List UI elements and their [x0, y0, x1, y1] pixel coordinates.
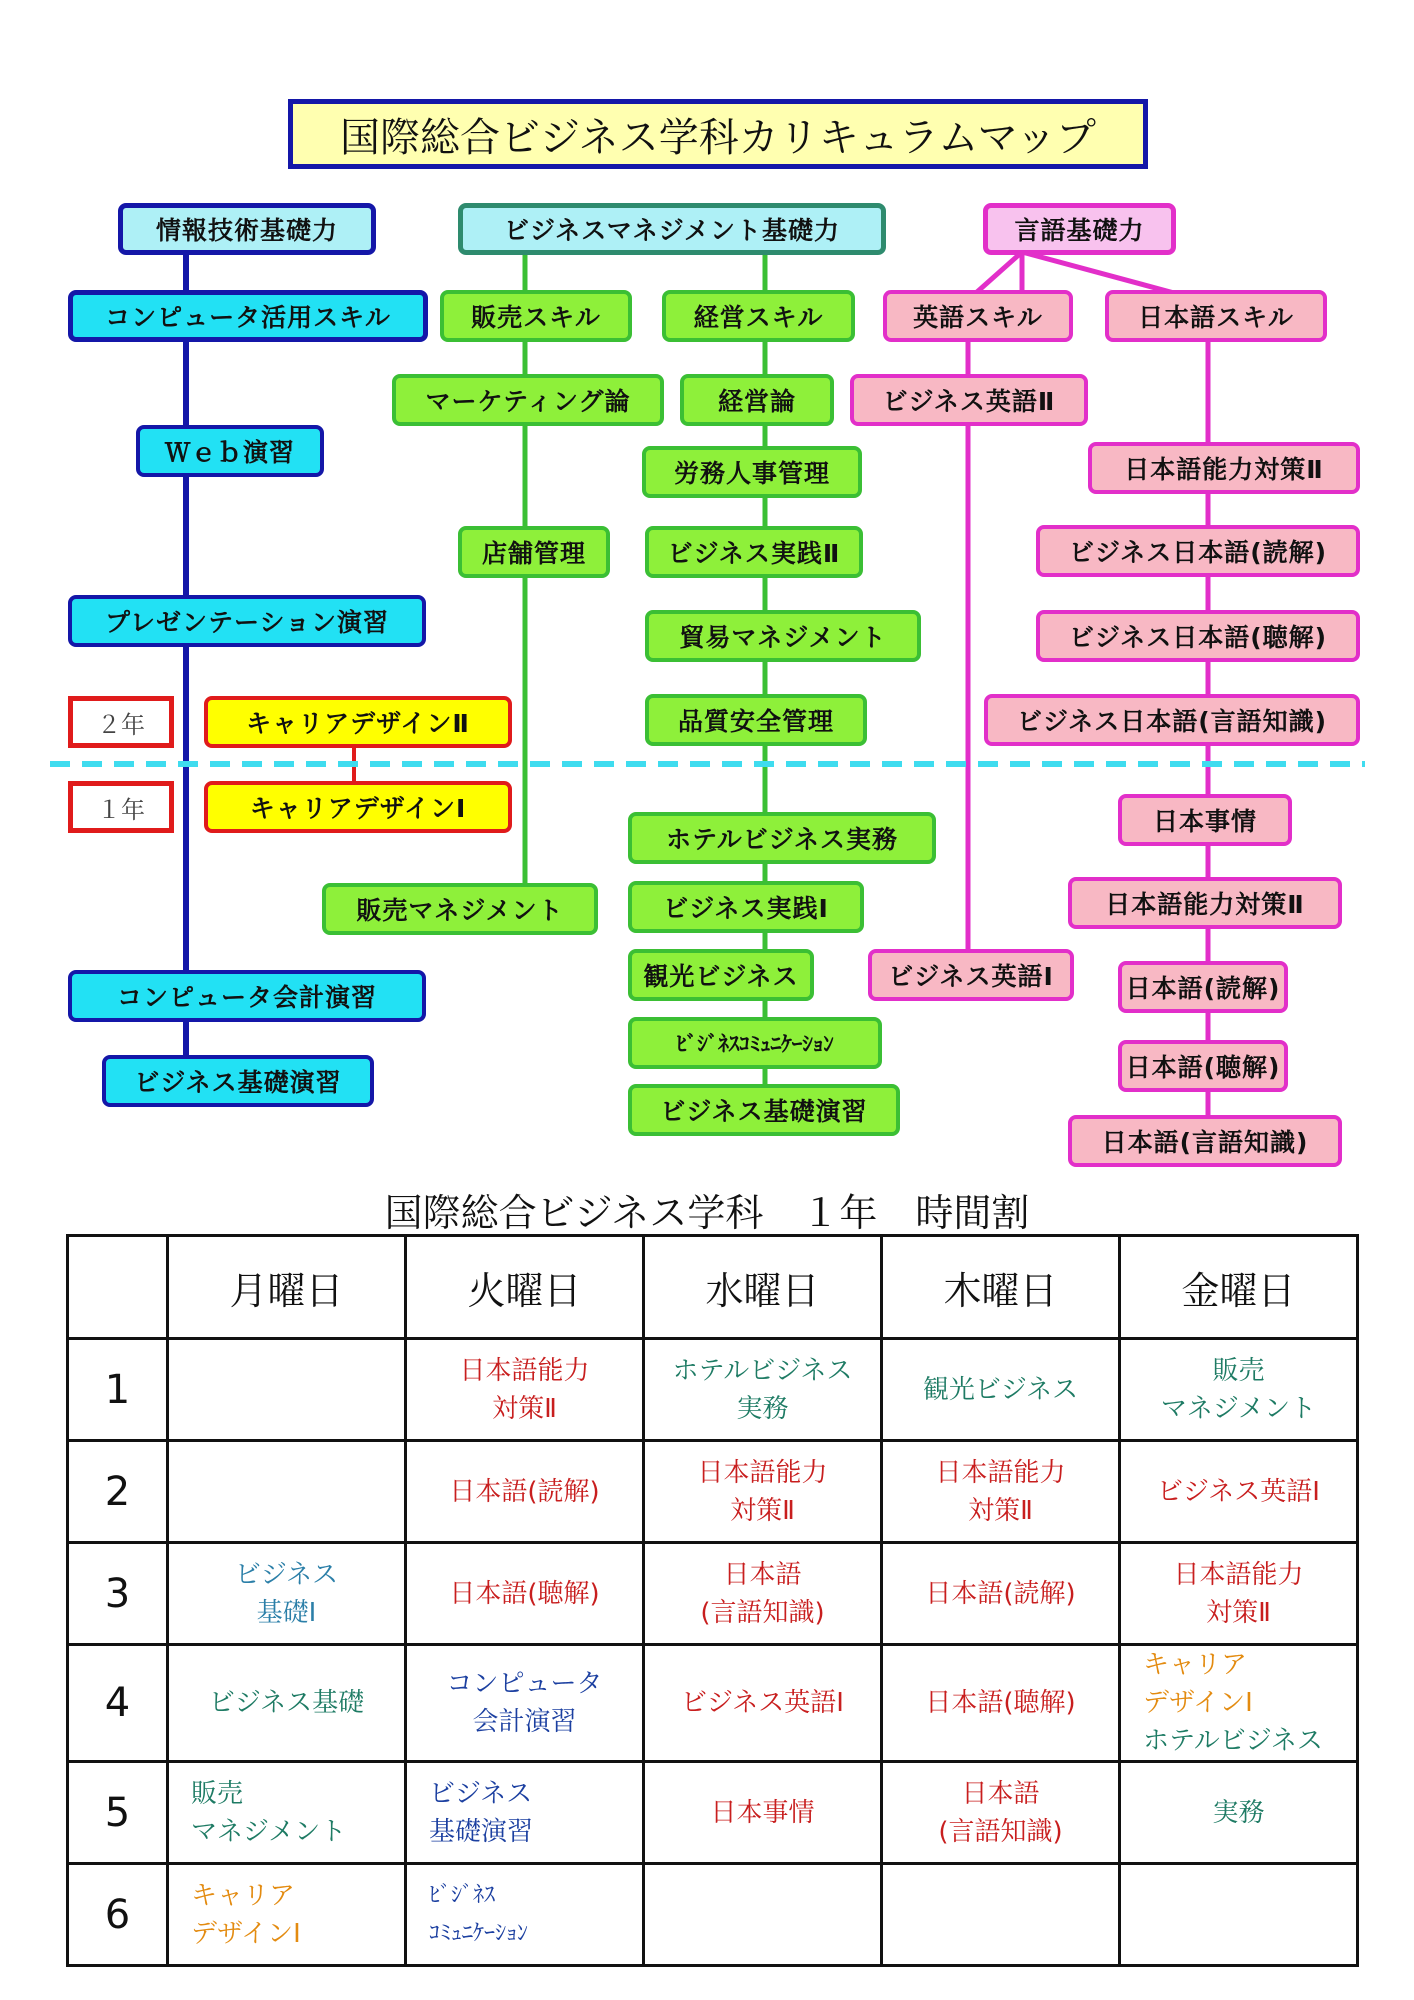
timetable-cell	[406, 1645, 644, 1762]
year-2-label: ２年	[68, 696, 174, 748]
period-number: 6	[68, 1864, 168, 1966]
course-entry: (言語知識)	[700, 1597, 825, 1628]
course-web: Ｗｅｂ演習	[136, 425, 324, 477]
course-career-design-2: キャリアデザインⅡ	[204, 696, 512, 748]
course-hotel-business: ホテルビジネス実務	[628, 812, 936, 864]
course-entry: 対策Ⅱ	[492, 1393, 557, 1424]
course-entry: 対策Ⅱ	[1206, 1597, 1271, 1628]
course-entry: 日本語	[961, 1778, 1040, 1809]
course-entry: ビジネス英語Ⅰ	[1157, 1476, 1320, 1507]
course-business-communication: ﾋﾞｼﾞﾈｽｺﾐｭﾆｹｰｼｮﾝ	[628, 1017, 882, 1069]
course-entry: 基礎演習	[429, 1816, 534, 1847]
header-it: 情報技術基礎力	[118, 203, 376, 255]
course-entry: 日本事情	[710, 1797, 815, 1828]
course-career-design-1: キャリアデザインⅠ	[204, 781, 512, 833]
timetable-row	[68, 1543, 1358, 1645]
course-business-english-2: ビジネス英語Ⅱ	[850, 374, 1088, 426]
course-sales-management: 販売マネジメント	[322, 883, 598, 935]
course-marketing: マーケティング論	[392, 374, 664, 426]
course-store-management: 店舗管理	[458, 526, 610, 578]
day-header: 月曜日	[168, 1236, 406, 1339]
course-entry: ﾋﾞｼﾞﾈｽ	[429, 1882, 496, 1908]
course-entry: 日本語	[723, 1559, 802, 1590]
course-jlpt-2-lower: 日本語能力対策Ⅱ	[1068, 877, 1342, 929]
course-entry: 日本語能力	[935, 1457, 1066, 1488]
course-entry: 日本語能力	[1173, 1559, 1304, 1590]
day-header: 水曜日	[644, 1236, 882, 1339]
course-computer-accounting: コンピュータ会計演習	[68, 970, 426, 1022]
timetable-cell	[644, 1339, 882, 1441]
timetable	[66, 1234, 1359, 1967]
course-entry: ビジネス	[234, 1559, 339, 1590]
course-entry: 日本語(読解)	[449, 1476, 600, 1507]
course-tourism-business: 観光ビジネス	[628, 949, 814, 1001]
course-management-theory: 経営論	[680, 374, 834, 426]
timetable-row	[68, 1762, 1358, 1864]
course-entry: 実務	[1212, 1797, 1265, 1828]
timetable-cell	[882, 1339, 1120, 1441]
course-biz-japanese-listening: ビジネス日本語(聴解)	[1036, 610, 1360, 662]
period-number: 4	[68, 1645, 168, 1762]
course-entry: 会計演習	[472, 1707, 577, 1737]
skill-sales: 販売スキル	[440, 290, 632, 342]
course-entry: 基礎Ⅰ	[256, 1597, 317, 1628]
course-japan-affairs: 日本事情	[1118, 794, 1292, 846]
timetable-row	[68, 1441, 1358, 1543]
course-entry: デザインⅠ	[191, 1918, 301, 1949]
corner-cell	[68, 1236, 168, 1339]
period-number: 1	[68, 1339, 168, 1441]
timetable-cell	[168, 1762, 406, 1864]
timetable-cell	[1120, 1441, 1358, 1543]
skill-japanese: 日本語スキル	[1105, 290, 1327, 342]
timetable-cell	[406, 1441, 644, 1543]
timetable-cell	[168, 1543, 406, 1645]
course-entry: 対策Ⅱ	[730, 1495, 795, 1526]
course-jlpt-2-upper: 日本語能力対策Ⅱ	[1088, 442, 1360, 494]
timetable-cell	[1120, 1762, 1358, 1864]
map-title: 国際総合ビジネス学科カリキュラムマップ	[288, 99, 1148, 169]
timetable-row	[68, 1645, 1358, 1762]
timetable-cell	[644, 1441, 882, 1543]
timetable-cell	[644, 1645, 882, 1762]
timetable-cell	[882, 1441, 1120, 1543]
skill-management: 経営スキル	[662, 290, 855, 342]
course-labor-hr: 労務人事管理	[642, 446, 862, 498]
course-entry: ホテルビジネス	[672, 1355, 853, 1386]
timetable-cell	[882, 1543, 1120, 1645]
day-header: 金曜日	[1120, 1236, 1358, 1339]
course-trade-management: 貿易マネジメント	[645, 610, 921, 662]
course-entry: 販売	[191, 1778, 244, 1809]
course-entry: デザインⅠ	[1143, 1688, 1253, 1718]
course-entry: キャリア	[191, 1880, 296, 1911]
course-entry: (言語知識)	[938, 1816, 1063, 1847]
timetable-cell	[644, 1864, 882, 1966]
timetable-cell	[406, 1864, 644, 1966]
timetable-cell	[1120, 1645, 1358, 1762]
timetable-cell	[168, 1645, 406, 1762]
timetable-cell	[1120, 1864, 1358, 1966]
course-business-practice-2: ビジネス実践Ⅱ	[645, 526, 863, 578]
timetable-cell	[882, 1645, 1120, 1762]
timetable-row	[68, 1339, 1358, 1441]
course-entry: 実務	[736, 1393, 789, 1424]
period-number: 2	[68, 1441, 168, 1543]
header-language: 言語基礎力	[983, 203, 1176, 255]
timetable-cell	[168, 1339, 406, 1441]
timetable-cell	[168, 1441, 406, 1543]
course-entry: ホテルビジネス	[1143, 1726, 1323, 1756]
timetable-cell	[882, 1762, 1120, 1864]
skill-computer: コンピュータ活用スキル	[68, 290, 428, 342]
timetable-header-row	[68, 1236, 1358, 1339]
course-entry: ビジネス基礎	[208, 1688, 365, 1718]
course-business-practice-1: ビジネス実践Ⅰ	[628, 881, 864, 933]
course-entry: マネジメント	[1160, 1393, 1317, 1424]
course-entry: 観光ビジネス	[922, 1374, 1079, 1405]
day-header: 火曜日	[406, 1236, 644, 1339]
course-quality-safety: 品質安全管理	[645, 694, 867, 746]
course-entry: 日本語(聴解)	[449, 1578, 600, 1609]
header-business: ビジネスマネジメント基礎力	[458, 203, 886, 255]
course-entry: 販売	[1212, 1355, 1265, 1386]
timetable-cell	[644, 1762, 882, 1864]
course-entry: 日本語能力	[697, 1457, 828, 1488]
course-business-basics-it: ビジネス基礎演習	[102, 1055, 374, 1107]
course-entry: 日本語能力	[459, 1355, 590, 1386]
course-business-english-1: ビジネス英語Ⅰ	[868, 949, 1074, 1001]
course-entry: 対策Ⅱ	[968, 1495, 1033, 1526]
timetable-cell	[1120, 1543, 1358, 1645]
timetable-row	[68, 1864, 1358, 1966]
period-number: 5	[68, 1762, 168, 1864]
course-biz-japanese-reading: ビジネス日本語(読解)	[1036, 525, 1360, 577]
course-entry: 日本語(読解)	[925, 1578, 1076, 1609]
course-entry: ビジネス英語Ⅰ	[681, 1688, 844, 1718]
course-entry: マネジメント	[191, 1816, 347, 1847]
course-entry: 日本語(聴解)	[925, 1688, 1076, 1718]
timetable-cell	[406, 1762, 644, 1864]
course-entry: キャリア	[1143, 1650, 1248, 1680]
course-presentation: プレゼンテーション演習	[68, 595, 426, 647]
course-entry: ビジネス	[429, 1778, 533, 1809]
day-header: 木曜日	[882, 1236, 1120, 1339]
period-number: 3	[68, 1543, 168, 1645]
course-business-basics-mgmt: ビジネス基礎演習	[628, 1084, 900, 1136]
course-entry: ｺﾐｭﾆｹｰｼｮﾝ	[429, 1920, 529, 1946]
skill-english: 英語スキル	[883, 290, 1073, 342]
timetable-cell	[406, 1543, 644, 1645]
timetable-cell	[644, 1543, 882, 1645]
timetable-cell	[168, 1864, 406, 1966]
course-biz-japanese-knowledge: ビジネス日本語(言語知識)	[984, 694, 1360, 746]
timetable-title: 国際総合ビジネス学科 １年 時間割	[384, 1191, 1030, 1235]
timetable-cell	[882, 1864, 1120, 1966]
year-1-label: １年	[68, 781, 174, 833]
course-japanese-reading: 日本語(読解)	[1118, 961, 1288, 1013]
course-japanese-listening: 日本語(聴解)	[1118, 1040, 1288, 1092]
timetable-cell	[1120, 1339, 1358, 1441]
course-entry: コンピュータ	[446, 1669, 603, 1699]
course-japanese-knowledge: 日本語(言語知識)	[1068, 1115, 1342, 1167]
timetable-cell	[406, 1339, 644, 1441]
